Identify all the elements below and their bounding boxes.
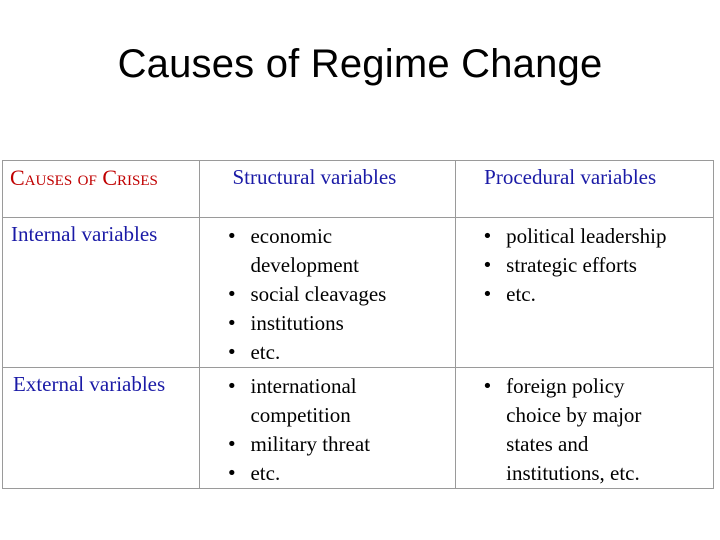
row-header-external: External variables [13,372,166,396]
list-item: • foreign policy choice by major states and institutions, etc. [456,372,681,488]
external-procedural-cell [456,368,714,489]
header-caption-cell [3,161,200,218]
table-caption: Causes of Crises [10,165,158,190]
column-header-structural: Structural variables [232,165,397,189]
list-item: • international competition [200,372,380,430]
list-item: • political leadership [456,222,713,251]
header-procedural-cell [456,161,714,218]
list-item: • military threat [200,430,455,459]
list-item: • social cleavages [200,280,455,309]
external-structural-cell [200,368,456,489]
internal-procedural-cell [456,218,714,368]
row-label-cell-internal [3,218,200,368]
header-structural-cell [200,161,456,218]
list-item: • strategic efforts [456,251,713,280]
list-item: • etc. [200,459,455,488]
list-item: • etc. [456,280,713,309]
list-item: • economic development [200,222,380,280]
header-row [3,161,714,218]
column-header-procedural: Procedural variables [484,165,657,189]
table-row-internal [3,218,714,368]
list-item: • institutions [200,309,455,338]
causes-table [2,160,714,489]
table-row-external [3,368,714,489]
slide-title: Causes of Regime Change [117,42,603,86]
row-header-internal: Internal variables [11,222,158,246]
internal-structural-cell [200,218,456,368]
list-item: • etc. [200,338,455,367]
row-label-cell-external [3,368,200,489]
